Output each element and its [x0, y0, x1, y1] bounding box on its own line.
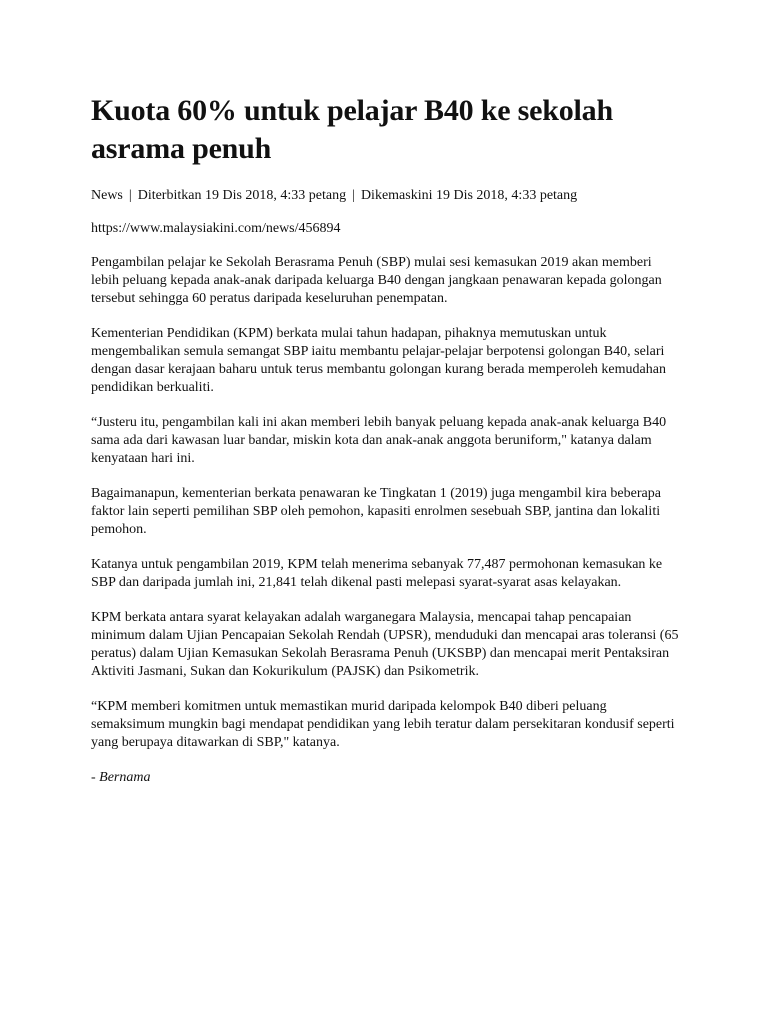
updated-date: Dikemaskini 19 Dis 2018, 4:33 petang	[360, 188, 578, 203]
paragraph: Pengambilan pelajar ke Sekolah Berasrama Penuh (SBP) mulai sesi kemasukan 2019 akan memberi lebih peluang kepada anak-anak daripada keluarga B40 dengan jangkaan penawaran kepada golongan tersebut sehingga 60 peratus daripada keseluruhan penempatan.	[91, 255, 662, 306]
paragraph: KPM berkata antara syarat kelayakan adalah warganegara Malaysia, mencapai tahap pencapaian minimum dalam Ujian Pencapaian Sekolah Rendah (UPSR), menduduki dan mencapai aras toleransi (65 peratus) dalam Ujian Kemasukan Sekolah Berasrama Penuh (UKSBP) dan mencapai merit Pentaksiran Aktiviti Jasmani, Sukan dan Kokurikulum (PAJSK) dan Psikometrik.	[91, 610, 679, 679]
paragraph: “Justeru itu, pengambilan kali ini akan memberi lebih banyak peluang kepada anak-anak keluarga B40 sama ada dari kawasan luar bandar, miskin kota dan anak-anak anggota beruniform," katanya dalam kenyataan hari ini.	[91, 415, 667, 466]
paragraph: Katanya untuk pengambilan 2019, KPM telah menerima sebanyak 77,487 permohonan kemasukan ke SBP dan daripada jumlah ini, 21,841 telah dikenal pasti melepasi syarat-syarat asas kelayakan.	[91, 557, 663, 590]
paragraph: Bagaimanapun, kementerian berkata penawaran ke Tingkatan 1 (2019) juga mengambil kira beberapa faktor lain seperti pemilihan SBP oleh pemohon, kapasiti enrolmen sesebuah SBP, jantina dan lokaliti pemohon.	[91, 486, 661, 537]
byline: - Bernama	[91, 770, 151, 785]
paragraph: “KPM memberi komitmen untuk memastikan murid daripada kelompok B40 diberi peluang semaksimum mungkin bagi mendapat pendidikan yang lebih teratur dalam persekitaran kondusif seperti yang berupaya ditawarkan di SBP," katanya.	[91, 699, 675, 750]
meta-separator: |	[128, 188, 132, 203]
article-title: Kuota 60% untuk pelajar B40 ke sekolah asrama penuh	[91, 94, 613, 165]
article	[91, 92, 681, 787]
source-url[interactable]: https://www.malaysiakini.com/news/456894	[91, 221, 341, 236]
article-meta	[91, 187, 681, 205]
meta-separator: |	[352, 188, 355, 203]
paragraph: Kementerian Pendidikan (KPM) berkata mulai tahun hadapan, pihaknya memutuskan untuk mengembalikan semula semangat SBP iaitu membantu pelajar-pelajar berpotensi golongan B40, selari dengan dasar kerajaan baharu untuk terus membantu golongan kurang berada memperoleh kemudahan pendidikan berkualiti.	[91, 326, 666, 395]
published-date: Diterbitkan 19 Dis 2018, 4:33 petang	[137, 188, 347, 203]
section-label[interactable]: News	[91, 188, 123, 203]
